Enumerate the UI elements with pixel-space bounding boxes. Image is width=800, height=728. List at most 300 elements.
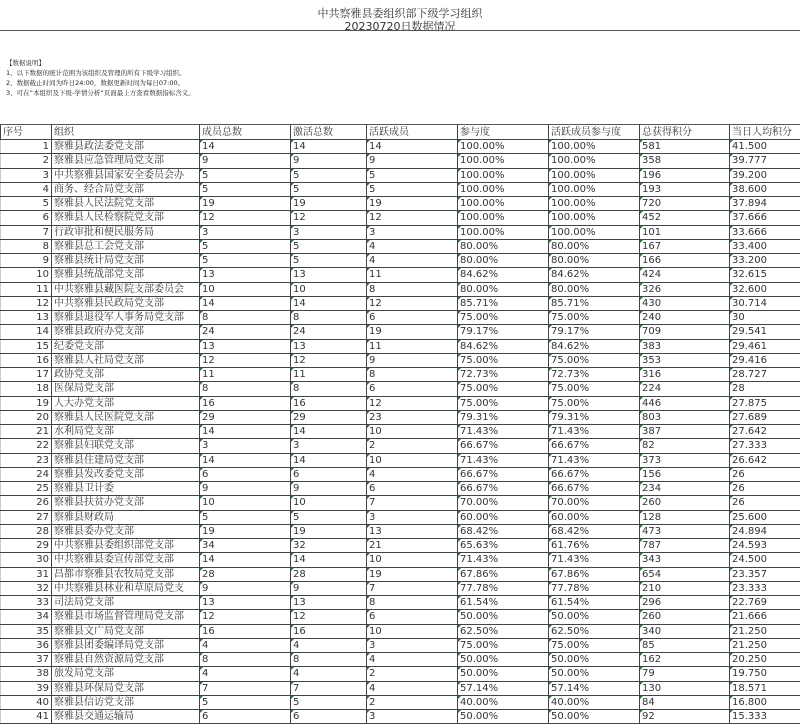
cell-seq[interactable]: 25 — [1, 482, 52, 496]
cell-seq[interactable]: 17 — [1, 368, 52, 382]
cell-seq[interactable]: 10 — [1, 268, 52, 282]
cell-participation[interactable]: 84.62% — [458, 339, 549, 353]
cell-members[interactable]: 13 — [200, 268, 291, 282]
cell-total-points[interactable]: 92 — [640, 710, 730, 724]
cell-seq[interactable]: 5 — [1, 197, 52, 211]
cell-total-points[interactable]: 79 — [640, 667, 730, 681]
cell-members[interactable]: 6 — [200, 467, 291, 481]
cell-participation[interactable]: 50.00% — [458, 667, 549, 681]
cell-total-points[interactable]: 193 — [640, 182, 730, 196]
cell-active[interactable]: 6 — [367, 311, 458, 325]
cell-members[interactable]: 14 — [200, 140, 291, 154]
cell-total-points[interactable]: 787 — [640, 539, 730, 553]
cell-total-points[interactable]: 162 — [640, 653, 730, 667]
cell-org[interactable]: 察雅县人民法院党支部 — [52, 197, 200, 211]
cell-avg-points[interactable]: 27.333 — [730, 439, 800, 453]
cell-total-points[interactable]: 358 — [640, 154, 730, 168]
cell-participation[interactable]: 80.00% — [458, 254, 549, 268]
cell-seq[interactable]: 3 — [1, 168, 52, 182]
cell-members[interactable]: 10 — [200, 282, 291, 296]
cell-members[interactable]: 24 — [200, 325, 291, 339]
cell-members[interactable]: 14 — [200, 553, 291, 567]
cell-active-participation[interactable]: 66.67% — [549, 439, 640, 453]
cell-participation[interactable]: 50.00% — [458, 653, 549, 667]
cell-active[interactable]: 8 — [367, 282, 458, 296]
cell-total-points[interactable]: 720 — [640, 197, 730, 211]
cell-active-participation[interactable]: 50.00% — [549, 667, 640, 681]
cell-participation[interactable]: 80.00% — [458, 239, 549, 253]
cell-activated[interactable]: 14 — [291, 140, 367, 154]
cell-total-points[interactable]: 803 — [640, 410, 730, 424]
cell-org[interactable]: 行政审批和便民服务局 — [52, 225, 200, 239]
cell-org[interactable]: 商务、经合局党支部 — [52, 182, 200, 196]
cell-active-participation[interactable]: 75.00% — [549, 311, 640, 325]
cell-org[interactable]: 察雅县总工会党支部 — [52, 239, 200, 253]
cell-activated[interactable]: 9 — [291, 154, 367, 168]
cell-avg-points[interactable]: 26 — [730, 482, 800, 496]
cell-active-participation[interactable]: 75.00% — [549, 638, 640, 652]
cell-participation[interactable]: 57.14% — [458, 681, 549, 695]
cell-avg-points[interactable]: 15.333 — [730, 710, 800, 724]
cell-org[interactable]: 中共察雅县国家安全委员会办 — [52, 168, 200, 182]
cell-avg-points[interactable]: 30.714 — [730, 296, 800, 310]
cell-org[interactable]: 昌都市察雅县农牧局党支部 — [52, 567, 200, 581]
cell-org[interactable]: 水利局党支部 — [52, 425, 200, 439]
cell-active-participation[interactable]: 71.43% — [549, 553, 640, 567]
cell-avg-points[interactable]: 28.727 — [730, 368, 800, 382]
cell-participation[interactable]: 66.67% — [458, 482, 549, 496]
cell-total-points[interactable]: 452 — [640, 211, 730, 225]
cell-seq[interactable]: 41 — [1, 710, 52, 724]
cell-active[interactable]: 5 — [367, 182, 458, 196]
cell-active[interactable]: 8 — [367, 596, 458, 610]
cell-org[interactable]: 察雅县政府办党支部 — [52, 325, 200, 339]
cell-active[interactable]: 4 — [367, 254, 458, 268]
cell-avg-points[interactable]: 37.894 — [730, 197, 800, 211]
cell-active-participation[interactable]: 50.00% — [549, 710, 640, 724]
cell-activated[interactable]: 16 — [291, 396, 367, 410]
cell-activated[interactable]: 5 — [291, 695, 367, 709]
cell-activated[interactable]: 19 — [291, 524, 367, 538]
cell-seq[interactable]: 35 — [1, 624, 52, 638]
cell-org[interactable]: 察雅县团委编译局党支部 — [52, 638, 200, 652]
cell-org[interactable]: 察雅县委办党支部 — [52, 524, 200, 538]
cell-members[interactable]: 12 — [200, 211, 291, 225]
cell-active[interactable]: 19 — [367, 567, 458, 581]
cell-total-points[interactable]: 84 — [640, 695, 730, 709]
cell-members[interactable]: 3 — [200, 439, 291, 453]
cell-org[interactable]: 察雅县应急管理局党支部 — [52, 154, 200, 168]
cell-active-participation[interactable]: 67.86% — [549, 567, 640, 581]
cell-active[interactable]: 8 — [367, 368, 458, 382]
cell-avg-points[interactable]: 29.461 — [730, 339, 800, 353]
cell-members[interactable]: 8 — [200, 382, 291, 396]
cell-avg-points[interactable]: 24.894 — [730, 524, 800, 538]
cell-avg-points[interactable]: 37.666 — [730, 211, 800, 225]
cell-activated[interactable]: 5 — [291, 510, 367, 524]
cell-org[interactable]: 察雅县财政局 — [52, 510, 200, 524]
cell-total-points[interactable]: 130 — [640, 681, 730, 695]
cell-seq[interactable]: 9 — [1, 254, 52, 268]
cell-activated[interactable]: 8 — [291, 311, 367, 325]
cell-active[interactable]: 4 — [367, 681, 458, 695]
cell-seq[interactable]: 16 — [1, 353, 52, 367]
cell-total-points[interactable]: 196 — [640, 168, 730, 182]
cell-activated[interactable]: 14 — [291, 425, 367, 439]
cell-total-points[interactable]: 156 — [640, 467, 730, 481]
cell-total-points[interactable]: 387 — [640, 425, 730, 439]
cell-activated[interactable]: 9 — [291, 581, 367, 595]
cell-active[interactable]: 12 — [367, 296, 458, 310]
cell-members[interactable]: 5 — [200, 254, 291, 268]
cell-org[interactable]: 察雅县人民医院党支部 — [52, 410, 200, 424]
cell-active-participation[interactable]: 79.17% — [549, 325, 640, 339]
cell-activated[interactable]: 11 — [291, 368, 367, 382]
cell-avg-points[interactable]: 27.642 — [730, 425, 800, 439]
cell-participation[interactable]: 100.00% — [458, 182, 549, 196]
cell-members[interactable]: 14 — [200, 296, 291, 310]
cell-active-participation[interactable]: 72.73% — [549, 368, 640, 382]
cell-org[interactable]: 察雅县妇联党支部 — [52, 439, 200, 453]
cell-avg-points[interactable]: 28 — [730, 382, 800, 396]
cell-activated[interactable]: 9 — [291, 482, 367, 496]
cell-active[interactable]: 19 — [367, 325, 458, 339]
cell-active[interactable]: 12 — [367, 396, 458, 410]
cell-org[interactable]: 察雅县住建局党支部 — [52, 453, 200, 467]
cell-total-points[interactable]: 353 — [640, 353, 730, 367]
cell-members[interactable]: 5 — [200, 239, 291, 253]
cell-total-points[interactable]: 316 — [640, 368, 730, 382]
cell-activated[interactable]: 32 — [291, 539, 367, 553]
cell-active[interactable]: 10 — [367, 624, 458, 638]
cell-total-points[interactable]: 234 — [640, 482, 730, 496]
cell-members[interactable]: 29 — [200, 410, 291, 424]
cell-seq[interactable]: 13 — [1, 311, 52, 325]
cell-active[interactable]: 9 — [367, 154, 458, 168]
cell-active[interactable]: 10 — [367, 453, 458, 467]
cell-active[interactable]: 3 — [367, 225, 458, 239]
cell-activated[interactable]: 4 — [291, 667, 367, 681]
cell-seq[interactable]: 20 — [1, 410, 52, 424]
cell-active-participation[interactable]: 80.00% — [549, 239, 640, 253]
cell-participation[interactable]: 72.73% — [458, 368, 549, 382]
cell-active-participation[interactable]: 80.00% — [549, 282, 640, 296]
cell-members[interactable]: 28 — [200, 567, 291, 581]
cell-active[interactable]: 11 — [367, 339, 458, 353]
column-header-org[interactable]: 组织 — [52, 125, 200, 140]
cell-seq[interactable]: 31 — [1, 567, 52, 581]
cell-seq[interactable]: 40 — [1, 695, 52, 709]
cell-active-participation[interactable]: 66.67% — [549, 482, 640, 496]
cell-activated[interactable]: 10 — [291, 496, 367, 510]
cell-avg-points[interactable]: 33.200 — [730, 254, 800, 268]
cell-participation[interactable]: 67.86% — [458, 567, 549, 581]
cell-active[interactable]: 6 — [367, 482, 458, 496]
cell-org[interactable]: 察雅县人民检察院党支部 — [52, 211, 200, 225]
cell-active[interactable]: 4 — [367, 653, 458, 667]
cell-activated[interactable]: 8 — [291, 382, 367, 396]
cell-active[interactable]: 10 — [367, 553, 458, 567]
cell-seq[interactable]: 26 — [1, 496, 52, 510]
cell-total-points[interactable]: 128 — [640, 510, 730, 524]
cell-avg-points[interactable]: 21.666 — [730, 610, 800, 624]
cell-seq[interactable]: 14 — [1, 325, 52, 339]
cell-active-participation[interactable]: 85.71% — [549, 296, 640, 310]
cell-participation[interactable]: 50.00% — [458, 710, 549, 724]
cell-total-points[interactable]: 581 — [640, 140, 730, 154]
column-header-avg-points[interactable]: 当日人均积分 — [730, 125, 800, 140]
cell-activated[interactable]: 4 — [291, 638, 367, 652]
cell-avg-points[interactable]: 32.615 — [730, 268, 800, 282]
cell-participation[interactable]: 84.62% — [458, 268, 549, 282]
cell-avg-points[interactable]: 24.593 — [730, 539, 800, 553]
cell-active[interactable]: 13 — [367, 524, 458, 538]
cell-total-points[interactable]: 166 — [640, 254, 730, 268]
cell-participation[interactable]: 40.00% — [458, 695, 549, 709]
cell-org[interactable]: 察雅县扶贫办党支部 — [52, 496, 200, 510]
cell-total-points[interactable]: 424 — [640, 268, 730, 282]
cell-total-points[interactable]: 296 — [640, 596, 730, 610]
cell-total-points[interactable]: 373 — [640, 453, 730, 467]
cell-active-participation[interactable]: 75.00% — [549, 353, 640, 367]
cell-avg-points[interactable]: 21.250 — [730, 638, 800, 652]
cell-members[interactable]: 5 — [200, 182, 291, 196]
cell-participation[interactable]: 71.43% — [458, 425, 549, 439]
cell-avg-points[interactable]: 39.200 — [730, 168, 800, 182]
cell-activated[interactable]: 8 — [291, 653, 367, 667]
cell-active[interactable]: 19 — [367, 197, 458, 211]
column-header-seq[interactable]: 序号 — [1, 125, 52, 140]
cell-members[interactable]: 12 — [200, 353, 291, 367]
cell-org[interactable]: 人大办党支部 — [52, 396, 200, 410]
cell-total-points[interactable]: 85 — [640, 638, 730, 652]
cell-active-participation[interactable]: 60.00% — [549, 510, 640, 524]
cell-avg-points[interactable]: 39.777 — [730, 154, 800, 168]
cell-seq[interactable]: 8 — [1, 239, 52, 253]
cell-org[interactable]: 中共察雅县委组织部党支部 — [52, 539, 200, 553]
cell-active-participation[interactable]: 84.62% — [549, 268, 640, 282]
cell-activated[interactable]: 7 — [291, 681, 367, 695]
cell-active[interactable]: 3 — [367, 710, 458, 724]
cell-active-participation[interactable]: 80.00% — [549, 254, 640, 268]
cell-active[interactable]: 12 — [367, 211, 458, 225]
cell-org[interactable]: 察雅县发改委党支部 — [52, 467, 200, 481]
cell-active[interactable]: 3 — [367, 638, 458, 652]
cell-activated[interactable]: 13 — [291, 596, 367, 610]
cell-active-participation[interactable]: 61.76% — [549, 539, 640, 553]
cell-org[interactable]: 察雅县统计局党支部 — [52, 254, 200, 268]
cell-active[interactable]: 2 — [367, 439, 458, 453]
cell-active[interactable]: 4 — [367, 467, 458, 481]
column-header-active-participation[interactable]: 活跃成员参与度 — [549, 125, 640, 140]
cell-avg-points[interactable]: 23.357 — [730, 567, 800, 581]
cell-seq[interactable]: 37 — [1, 653, 52, 667]
cell-avg-points[interactable]: 30 — [730, 311, 800, 325]
cell-org[interactable]: 察雅县人社局党支部 — [52, 353, 200, 367]
cell-seq[interactable]: 28 — [1, 524, 52, 538]
cell-total-points[interactable]: 326 — [640, 282, 730, 296]
cell-total-points[interactable]: 260 — [640, 496, 730, 510]
cell-total-points[interactable]: 210 — [640, 581, 730, 595]
cell-participation[interactable]: 68.42% — [458, 524, 549, 538]
cell-avg-points[interactable]: 38.600 — [730, 182, 800, 196]
cell-active-participation[interactable]: 75.00% — [549, 382, 640, 396]
cell-seq[interactable]: 2 — [1, 154, 52, 168]
column-header-activated[interactable]: 激活总数 — [291, 125, 367, 140]
cell-members[interactable]: 14 — [200, 453, 291, 467]
cell-participation[interactable]: 66.67% — [458, 467, 549, 481]
cell-active[interactable]: 2 — [367, 667, 458, 681]
cell-activated[interactable]: 13 — [291, 268, 367, 282]
cell-seq[interactable]: 39 — [1, 681, 52, 695]
cell-participation[interactable]: 70.00% — [458, 496, 549, 510]
cell-org[interactable]: 察雅县自然资源局党支部 — [52, 653, 200, 667]
cell-seq[interactable]: 34 — [1, 610, 52, 624]
cell-participation[interactable]: 100.00% — [458, 211, 549, 225]
cell-members[interactable]: 8 — [200, 311, 291, 325]
cell-activated[interactable]: 19 — [291, 197, 367, 211]
cell-org[interactable]: 察雅县文广局党支部 — [52, 624, 200, 638]
cell-participation[interactable]: 62.50% — [458, 624, 549, 638]
cell-members[interactable]: 4 — [200, 667, 291, 681]
cell-active[interactable]: 9 — [367, 353, 458, 367]
cell-org[interactable]: 察雅县统战部党支部 — [52, 268, 200, 282]
cell-participation[interactable]: 61.54% — [458, 596, 549, 610]
cell-seq[interactable]: 4 — [1, 182, 52, 196]
cell-org[interactable]: 纪委党支部 — [52, 339, 200, 353]
cell-total-points[interactable]: 343 — [640, 553, 730, 567]
cell-org[interactable]: 中共察雅县民政局党支部 — [52, 296, 200, 310]
cell-seq[interactable]: 32 — [1, 581, 52, 595]
cell-seq[interactable]: 19 — [1, 396, 52, 410]
cell-total-points[interactable]: 167 — [640, 239, 730, 253]
cell-seq[interactable]: 1 — [1, 140, 52, 154]
cell-active[interactable]: 23 — [367, 410, 458, 424]
cell-activated[interactable]: 5 — [291, 182, 367, 196]
cell-seq[interactable]: 33 — [1, 596, 52, 610]
cell-members[interactable]: 11 — [200, 368, 291, 382]
cell-active-participation[interactable]: 100.00% — [549, 154, 640, 168]
cell-active-participation[interactable]: 75.00% — [549, 396, 640, 410]
cell-participation[interactable]: 77.78% — [458, 581, 549, 595]
cell-members[interactable]: 9 — [200, 482, 291, 496]
cell-activated[interactable]: 5 — [291, 168, 367, 182]
cell-seq[interactable]: 15 — [1, 339, 52, 353]
cell-avg-points[interactable]: 16.800 — [730, 695, 800, 709]
cell-participation[interactable]: 100.00% — [458, 197, 549, 211]
cell-total-points[interactable]: 654 — [640, 567, 730, 581]
cell-participation[interactable]: 100.00% — [458, 140, 549, 154]
cell-activated[interactable]: 14 — [291, 453, 367, 467]
cell-members[interactable]: 19 — [200, 524, 291, 538]
cell-activated[interactable]: 12 — [291, 610, 367, 624]
cell-participation[interactable]: 75.00% — [458, 382, 549, 396]
cell-members[interactable]: 7 — [200, 681, 291, 695]
cell-activated[interactable]: 29 — [291, 410, 367, 424]
cell-participation[interactable]: 65.63% — [458, 539, 549, 553]
cell-activated[interactable]: 3 — [291, 225, 367, 239]
cell-org[interactable]: 医保局党支部 — [52, 382, 200, 396]
cell-participation[interactable]: 71.43% — [458, 453, 549, 467]
cell-total-points[interactable]: 340 — [640, 624, 730, 638]
cell-org[interactable]: 察雅县交通运输局 — [52, 710, 200, 724]
cell-total-points[interactable]: 383 — [640, 339, 730, 353]
cell-participation[interactable]: 100.00% — [458, 154, 549, 168]
cell-avg-points[interactable]: 33.400 — [730, 239, 800, 253]
cell-avg-points[interactable]: 22.769 — [730, 596, 800, 610]
cell-members[interactable]: 14 — [200, 425, 291, 439]
cell-participation[interactable]: 71.43% — [458, 553, 549, 567]
cell-activated[interactable]: 5 — [291, 239, 367, 253]
cell-active[interactable]: 6 — [367, 610, 458, 624]
cell-active[interactable]: 11 — [367, 268, 458, 282]
cell-active-participation[interactable]: 84.62% — [549, 339, 640, 353]
cell-members[interactable]: 10 — [200, 496, 291, 510]
cell-avg-points[interactable]: 27.875 — [730, 396, 800, 410]
cell-active-participation[interactable]: 57.14% — [549, 681, 640, 695]
cell-seq[interactable]: 23 — [1, 453, 52, 467]
cell-avg-points[interactable]: 19.750 — [730, 667, 800, 681]
cell-avg-points[interactable]: 26 — [730, 467, 800, 481]
cell-members[interactable]: 12 — [200, 610, 291, 624]
cell-active[interactable]: 7 — [367, 496, 458, 510]
cell-participation[interactable]: 75.00% — [458, 311, 549, 325]
cell-members[interactable]: 9 — [200, 154, 291, 168]
cell-active[interactable]: 5 — [367, 168, 458, 182]
cell-members[interactable]: 8 — [200, 653, 291, 667]
cell-members[interactable]: 9 — [200, 581, 291, 595]
cell-activated[interactable]: 14 — [291, 296, 367, 310]
cell-active[interactable]: 2 — [367, 695, 458, 709]
cell-avg-points[interactable]: 21.250 — [730, 624, 800, 638]
cell-members[interactable]: 16 — [200, 396, 291, 410]
cell-active-participation[interactable]: 61.54% — [549, 596, 640, 610]
cell-total-points[interactable]: 430 — [640, 296, 730, 310]
cell-avg-points[interactable]: 29.541 — [730, 325, 800, 339]
cell-activated[interactable]: 13 — [291, 339, 367, 353]
cell-seq[interactable]: 7 — [1, 225, 52, 239]
cell-active[interactable]: 7 — [367, 581, 458, 595]
cell-activated[interactable]: 10 — [291, 282, 367, 296]
cell-seq[interactable]: 21 — [1, 425, 52, 439]
column-header-total-points[interactable]: 总获得积分 — [640, 125, 730, 140]
cell-participation[interactable]: 100.00% — [458, 225, 549, 239]
cell-activated[interactable]: 12 — [291, 353, 367, 367]
cell-participation[interactable]: 66.67% — [458, 439, 549, 453]
cell-active-participation[interactable]: 100.00% — [549, 197, 640, 211]
cell-members[interactable]: 13 — [200, 596, 291, 610]
cell-participation[interactable]: 75.00% — [458, 396, 549, 410]
cell-active[interactable]: 10 — [367, 425, 458, 439]
cell-activated[interactable]: 3 — [291, 439, 367, 453]
cell-members[interactable]: 16 — [200, 624, 291, 638]
cell-active-participation[interactable]: 100.00% — [549, 182, 640, 196]
cell-avg-points[interactable]: 33.666 — [730, 225, 800, 239]
cell-avg-points[interactable]: 24.500 — [730, 553, 800, 567]
cell-active-participation[interactable]: 50.00% — [549, 653, 640, 667]
cell-active-participation[interactable]: 68.42% — [549, 524, 640, 538]
cell-activated[interactable]: 12 — [291, 211, 367, 225]
cell-seq[interactable]: 30 — [1, 553, 52, 567]
cell-total-points[interactable]: 224 — [640, 382, 730, 396]
cell-activated[interactable]: 24 — [291, 325, 367, 339]
cell-seq[interactable]: 22 — [1, 439, 52, 453]
cell-avg-points[interactable]: 41.500 — [730, 140, 800, 154]
cell-participation[interactable]: 85.71% — [458, 296, 549, 310]
cell-avg-points[interactable]: 26.642 — [730, 453, 800, 467]
cell-members[interactable]: 5 — [200, 168, 291, 182]
cell-org[interactable]: 察雅县信访党支部 — [52, 695, 200, 709]
